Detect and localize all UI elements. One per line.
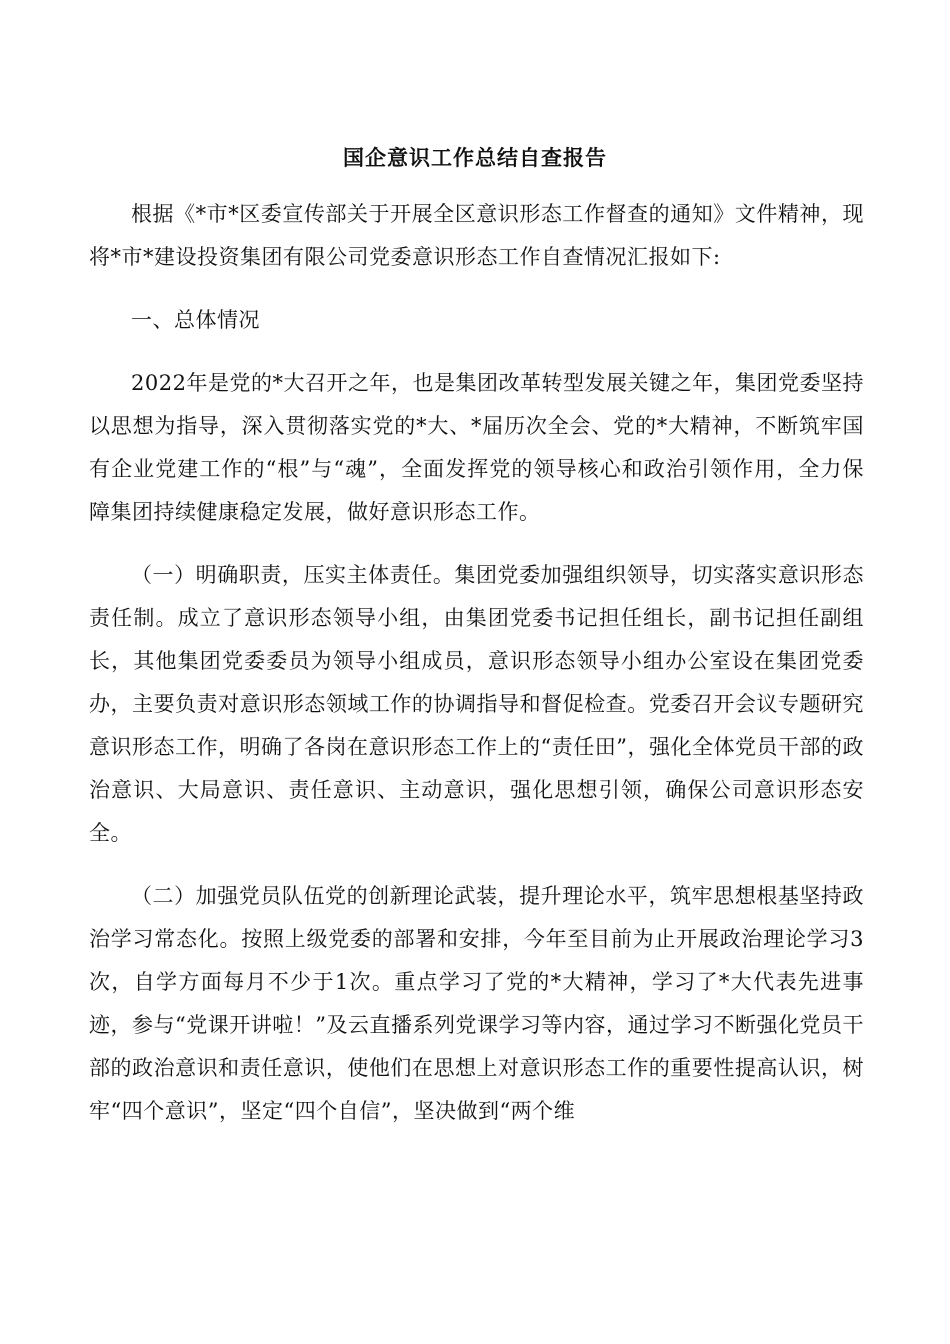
overview-paragraph: 2022年是党的*大召开之年，也是集团改革转型发展关键之年，集团党委坚持以思想为指导，深入贯彻落实党的*大、*届历次全会、党的*大精神，不断筑牢国有企业党建工作的“根”与“魂”，全面发挥党的领导核心和政治引领作用，全力保障集团持续健康稳定发展，做好意识形态工作。 xyxy=(89,371,864,524)
section-heading-overview: 一、总体情况 xyxy=(131,308,260,332)
theory-study-paragraph: （二）加强党员队伍党的创新理论武装，提升理论水平，筑牢思想根基坚持政治学习常态化。按照上级党委的部署和安排，今年至目前为止开展政治理论学习3次，自学方面每月不少于1次。重点学习了党的*大精神，学习了*大代表先进事迹，参与“党课开讲啦！”及云直播系列党课学习等内容，通过学习不断强化党员干部的政治意识和责任意识，使他们在思想上对意识形态工作的重要性提高认识，树牢“四个意识”，坚定“四个自信”，坚决做到“两个维 xyxy=(89,884,864,1123)
responsibility-paragraph: （一）明确职责，压实主体责任。集团党委加强组织领导，切实落实意识形态责任制。成立了意识形态领导小组，由集团党委书记担任组长，副书记担任副组长，其他集团党委委员为领导小组成员，意识形态领导小组办公室设在集团党委办，主要负责对意识形态领域工作的协调指导和督促检查。党委召开会议专题研究意识形态工作，明确了各岗在意识形态工作上的“责任田”，强化全体党员干部的政治意识、大局意识、责任意识、主动意识，强化思想引领，确保公司意识形态安全。 xyxy=(89,563,864,845)
document-body xyxy=(89,193,864,1153)
intro-paragraph: 根据《*市*区委宣传部关于开展全区意识形态工作督查的通知》文件精神，现将*市*建设投资集团有限公司党委意识形态工作自查情况汇报如下: xyxy=(89,202,864,269)
document-title: 国企意识工作总结自查报告 xyxy=(343,145,607,170)
